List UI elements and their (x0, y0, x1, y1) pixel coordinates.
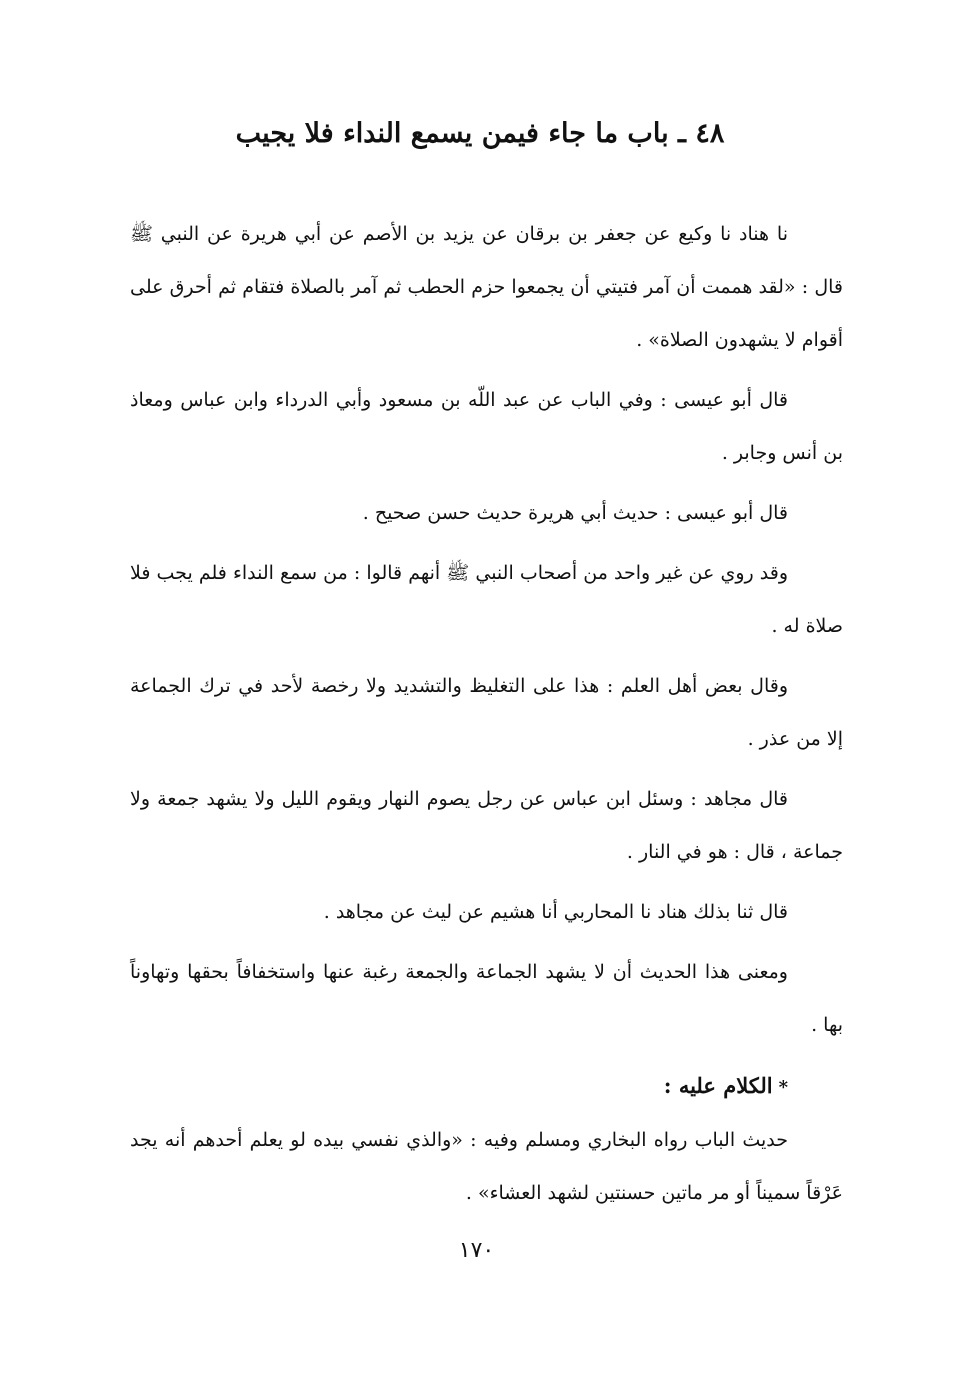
document-body (130, 208, 843, 1220)
paragraph-commentary: حديث الباب رواه البخاري ومسلم وفيه : «والذي نفسي بيده لو يعلم أحدهم أنه يجد عَرْقاً سميناً أو مر ماتين حسنتين لشهد العشاء» . (130, 1129, 843, 1204)
section-heading-label: الكلام عليه : (663, 1073, 773, 1098)
paragraph-meaning: ومعنى هذا الحديث أن لا يشهد الجماعة والجمعة رغبة عنها واستخفافاً بحقها وتهاوناً بها . (130, 961, 843, 1036)
paragraph-mujahid-report: قال مجاهد : وسئل ابن عباس عن رجل يصوم النهار ويقوم الليل ولا يشهد جمعة ولا جماعة ، قال : هو في النار . (130, 788, 843, 863)
asterisk-icon: * (778, 1077, 788, 1098)
page-number: ١٧٠ (458, 1238, 495, 1263)
paragraph-other-narrations: قال أبو عيسى : وفي الباب عن عبد اللّه بن مسعود وأبي الدرداء وابن عباس ومعاذ بن أنس وجابر . (130, 389, 843, 464)
paragraph-companions-view: وقد روي عن غير واحد من أصحاب النبي ﷺ أنهم قالوا : من سمع النداء فلم يجب فلا صلاة له . (130, 562, 843, 637)
paragraph-scholars-view: وقال بعض أهل العلم : هذا على التغليظ والتشديد ولا رخصة لأحد في ترك الجماعة إلا من عذر . (130, 675, 843, 750)
paragraph-isnad: نا هناد نا وكيع عن جعفر بن برقان عن يزيد بن الأصم عن أبي هريرة عن النبي ﷺ قال : «لقد هممت أن آمر فتيتي أن يجمعوا حزم الحطب ثم آمر بالصلاة فتقام ثم أحرق على أقوام لا يشهدون الصلاة» . (130, 223, 843, 351)
paragraph-chain: قال ثنا بذلك هناد نا المحاربي أنا هشيم عن ليث عن مجاهد . (323, 901, 788, 923)
chapter-title: ٤٨ ـ باب ما جاء فيمن يسمع النداء فلا يجيب (235, 118, 725, 149)
section-heading (130, 1059, 843, 1114)
paragraph-grading: قال أبو عيسى : حديث أبي هريرة حديث حسن صحيح . (362, 502, 788, 524)
